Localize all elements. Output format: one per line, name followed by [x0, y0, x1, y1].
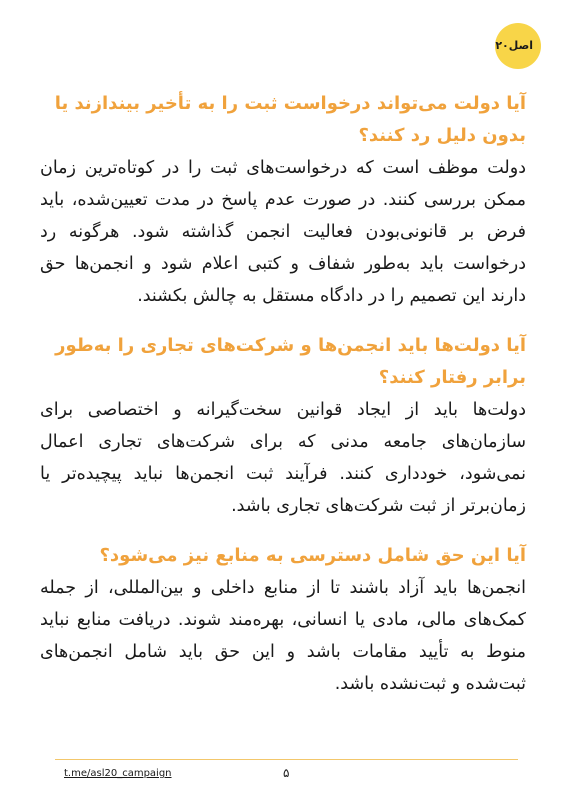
faq-answer-2: دولت‌ها باید از ایجاد قوانین سخت‌گیرانه و اختصاصی برای سازمان‌های جامعه مدنی که برای شرکت‌های تجاری اعمال نمی‌شود، خودداری کنند. فرآیند ثبت انجمن‌ها نباید پیچیده‌تر یا زمان‌برتر از ثبت شرکت‌های تجاری باشد. [40, 400, 526, 516]
page-number: ۵ [283, 766, 290, 780]
telegram-channel-link[interactable]: t.me/asl20_campaign [64, 768, 172, 779]
faq-answer-3: انجمن‌ها باید آزاد باشند تا از منابع داخلی و بین‌المللی، از جمله کمک‌های مالی، مادی یا انسانی، بهره‌مند شوند. دریافت منابع نباید منوط به تأیید مقامات باشد و این حق باید شامل انجمن‌های ثبت‌شده و ثبت‌نشده باشد. [40, 578, 526, 694]
logo-text: اصل۲۰ [495, 39, 533, 52]
faq-answer-1: دولت موظف است که درخواست‌های ثبت را در کوتاه‌ترین زمان ممکن بررسی کنند. در صورت عدم پاسخ در مدت تعیین‌شده، باید فرض بر قانونی‌بودن فعالیت انجمن گذاشته شود. هرگونه رد درخواست باید به‌طور شفاف و کتبی اعلام شود و انجمن‌ها حق دارند این تصمیم را در دادگاه مستقل به چالش بکشند. [40, 158, 526, 306]
faq-question-2: آیا دولت‌ها باید انجمن‌ها و شرکت‌های تجاری را به‌طور برابر رفتار کنند؟ [55, 335, 526, 388]
logo-mark [495, 36, 533, 56]
faq-section-3 [40, 540, 526, 700]
faq-section-1 [40, 88, 526, 312]
faq-question-3: آیا این حق شامل دسترسی به منابع نیز می‌شود؟ [99, 545, 526, 566]
faq-question-1: آیا دولت می‌تواند درخواست ثبت را به تأخیر بیندازند یا بدون دلیل رد کنند؟ [54, 93, 526, 146]
faq-section-2 [40, 330, 526, 522]
page-content [40, 88, 526, 700]
footer-divider [55, 759, 518, 760]
brand-logo [495, 23, 541, 69]
